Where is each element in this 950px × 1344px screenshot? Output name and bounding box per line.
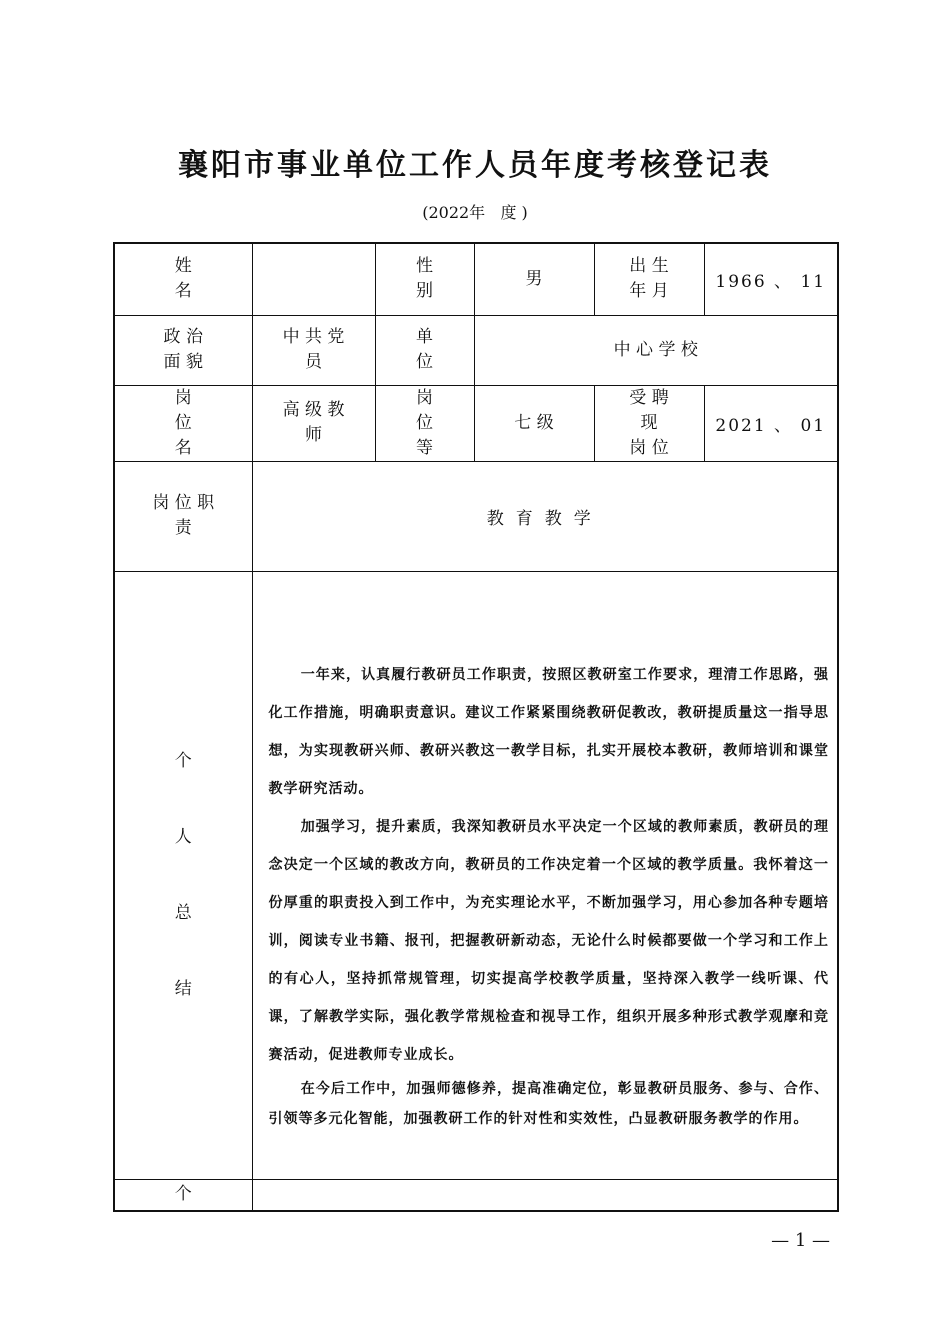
summary-paragraph: 一年来，认真履行教研员工作职责，按照区教研室工作要求，理清工作思路，强化工作措施，明确职责意识。建议工作紧紧围绕教研促教改，教研提质量这一指导思想，为实现教研兴师、教研兴教这一教学目标，扎实开展校本教研，教师培训和课堂教学研究活动。: [268, 667, 829, 797]
duty-label-line2: 责: [174, 518, 192, 538]
year-subtitle: [0, 200, 950, 223]
summary-label-char: 人: [174, 827, 192, 847]
post-name-label-line2: 位: [174, 412, 192, 433]
summary-paragraph: 在今后工作中，加强师德修养，提高准确定位，彰显教研员服务、参与、合作、引领等多元化智能，加强教研工作的针对性和实效性，凸显教研服务教学的作用。: [268, 1081, 829, 1127]
summary-label-char: 结: [174, 979, 192, 999]
birth-value[interactable]: 1966 、 11: [704, 243, 838, 315]
post-name-value[interactable]: [252, 385, 375, 461]
post-grade-label-line3: 等: [416, 437, 433, 458]
unit-value[interactable]: 中 心 学 校: [474, 315, 838, 385]
row-post: [114, 385, 838, 461]
unit-label: [375, 315, 474, 385]
post-grade-label: [375, 385, 474, 461]
duty-value[interactable]: 教育教学: [252, 461, 838, 571]
politics-value-line1: 中 共 党: [282, 327, 345, 347]
year-subtitle-text: (2022年 度 ): [422, 203, 528, 222]
summary-label: [114, 571, 252, 1179]
hired-label: [594, 385, 704, 461]
politics-value-line2: 员: [305, 352, 322, 372]
row-continued: [114, 1179, 838, 1211]
row-basic-info: [114, 243, 838, 315]
name-value[interactable]: [252, 243, 375, 315]
birth-label-line2: 年 月: [629, 281, 669, 302]
continued-label: 个: [114, 1179, 252, 1211]
page-title: 襄阳市事业单位工作人员年度考核登记表: [178, 148, 772, 183]
assessment-form-table: [113, 242, 839, 1212]
post-name-value-line2: 师: [305, 425, 322, 445]
summary-text-area[interactable]: [252, 571, 838, 1179]
gender-label: [375, 243, 474, 315]
politics-label-line2: 面 貌: [163, 352, 203, 372]
unit-label-line2: 位: [416, 352, 433, 372]
row-summary: [114, 571, 838, 1179]
post-name-label-line1: 岗: [174, 387, 192, 408]
duty-label-line1: 岗 位 职: [152, 493, 215, 513]
hired-label-line3: 岗 位: [629, 437, 669, 458]
post-name-label: [114, 385, 252, 461]
politics-value[interactable]: [252, 315, 375, 385]
hired-label-line1: 受 聘: [629, 387, 669, 408]
gender-value[interactable]: 男: [474, 243, 594, 315]
post-grade-label-line1: 岗: [416, 387, 433, 408]
continued-value[interactable]: [252, 1179, 838, 1211]
row-duty: [114, 461, 838, 571]
post-name-label-line3: 名: [174, 437, 192, 458]
summary-label-char: 个: [174, 751, 192, 771]
politics-label-line1: 政 治: [163, 327, 203, 347]
gender-label-line2: 别: [416, 281, 433, 302]
birth-label-line1: 出 生: [629, 256, 669, 277]
page-number: — 1 —: [771, 1230, 830, 1251]
post-grade-label-line2: 位: [416, 412, 433, 433]
post-grade-value[interactable]: 七 级: [474, 385, 594, 461]
hired-value[interactable]: 2021 、 01: [704, 385, 838, 461]
hired-label-line2: 现: [640, 412, 658, 433]
summary-label-char: 总: [174, 903, 192, 923]
summary-paragraph: 加强学习，提升素质，我深知教研员水平决定一个区域的教师素质，教研员的理念决定一个区域的教改方向，教研员的工作决定着一个区域的教学质量。我怀着这一份厚重的职责投入到工作中，为充实理论水平，不断加强学习，用心参加各种专题培训，阅读专业书籍、报刊，把握教研新动态，无论什么时候都要做一个学习和工作上的有心人，坚持抓常规管理，切实提高学校教学质量，坚持深入教学一线听课、代课，了解教学实际，强化教学常规检查和视导工作，组织开展多种形式教学观摩和竞赛活动，促进教师专业成长。: [268, 819, 829, 1063]
birth-label: [594, 243, 704, 315]
name-label-line2: 名: [174, 281, 192, 302]
unit-label-line1: 单: [416, 327, 433, 347]
name-label: [114, 243, 252, 315]
gender-label-line1: 性: [416, 256, 433, 277]
duty-label: [114, 461, 252, 571]
name-label-line1: 姓: [174, 256, 192, 277]
post-name-value-line1: 高 级 教: [282, 400, 345, 420]
row-politics-unit: [114, 315, 838, 385]
politics-label: [114, 315, 252, 385]
